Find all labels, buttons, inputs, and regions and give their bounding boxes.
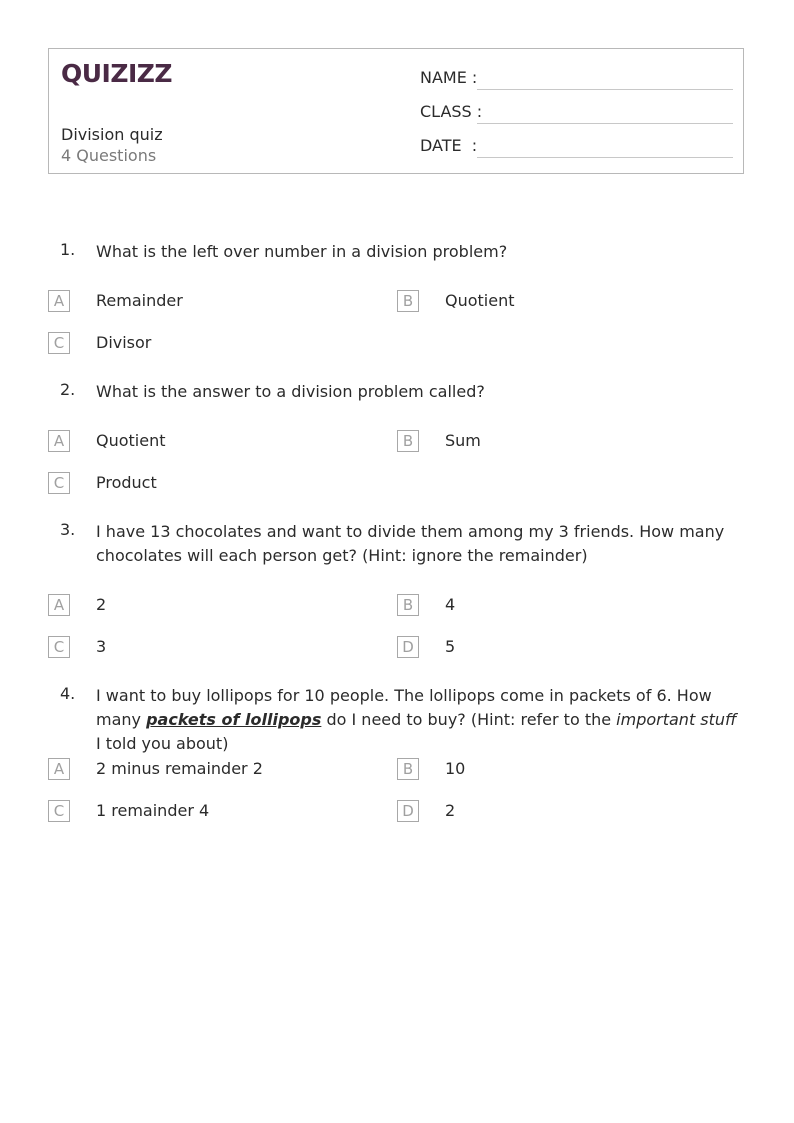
- option-letter-box[interactable]: B: [397, 430, 419, 452]
- question-text: I have 13 chocolates and want to divide them among my 3 friends. How many chocolates will each person get? (Hint: ignore the remainder): [96, 522, 725, 565]
- option-letter-box[interactable]: C: [48, 332, 70, 354]
- option-text: Quotient: [96, 431, 166, 450]
- option-text: 5: [445, 637, 456, 656]
- quizizz-logo: QUIZIZZ: [61, 59, 173, 88]
- name-field-label: NAME :: [420, 68, 478, 87]
- option-letter-box[interactable]: C: [48, 472, 70, 494]
- option-letter-box[interactable]: D: [397, 800, 419, 822]
- option-letter-box[interactable]: B: [397, 594, 419, 616]
- option-text: Remainder: [96, 291, 183, 310]
- option-letter-box[interactable]: A: [48, 290, 70, 312]
- question-text: What is the answer to a division problem called?: [96, 382, 485, 401]
- option-letter-box[interactable]: C: [48, 636, 70, 658]
- class-field-label: CLASS :: [420, 102, 483, 121]
- question-number: 4.: [60, 684, 76, 703]
- question-text-part: I want to buy lollipops for 10 people. The lollipops come in packets of 6. How many: [96, 686, 712, 729]
- question-text-part: do I need to buy? (Hint: refer to the: [321, 710, 617, 729]
- class-field-line[interactable]: [477, 123, 733, 124]
- question-number: 3.: [60, 520, 76, 539]
- option-letter-box[interactable]: C: [48, 800, 70, 822]
- option-text: Quotient: [445, 291, 515, 310]
- question-text: [96, 684, 746, 756]
- option-text: 1 remainder 4: [96, 801, 210, 820]
- option-text: Product: [96, 473, 157, 492]
- option-text: 10: [445, 759, 466, 778]
- question-emphasis: packets of lollipops: [146, 710, 322, 729]
- option-letter-box[interactable]: A: [48, 594, 70, 616]
- option-letter-box[interactable]: A: [48, 758, 70, 780]
- question-italic: important stuff: [616, 710, 737, 729]
- option-text: 3: [96, 637, 107, 656]
- option-letter-box[interactable]: A: [48, 430, 70, 452]
- question-number: 2.: [60, 380, 76, 399]
- option-text: 2: [96, 595, 107, 614]
- option-letter-box[interactable]: B: [397, 758, 419, 780]
- question-text: What is the left over number in a division problem?: [96, 242, 508, 261]
- option-text: 2 minus remainder 2: [96, 759, 263, 778]
- option-text: Sum: [445, 431, 481, 450]
- worksheet-header: [48, 48, 744, 174]
- option-letter-box[interactable]: D: [397, 636, 419, 658]
- question-count: 4 Questions: [61, 146, 157, 165]
- date-field-label: DATE :: [420, 136, 478, 155]
- option-letter-box[interactable]: B: [397, 290, 419, 312]
- question-number: 1.: [60, 240, 76, 259]
- date-field-line[interactable]: [477, 157, 733, 158]
- option-text: Divisor: [96, 333, 152, 352]
- question-text-part: I told you about): [96, 734, 229, 753]
- quiz-title: Division quiz: [61, 125, 163, 144]
- option-text: 2: [445, 801, 456, 820]
- option-text: 4: [445, 595, 456, 614]
- name-field-line[interactable]: [477, 89, 733, 90]
